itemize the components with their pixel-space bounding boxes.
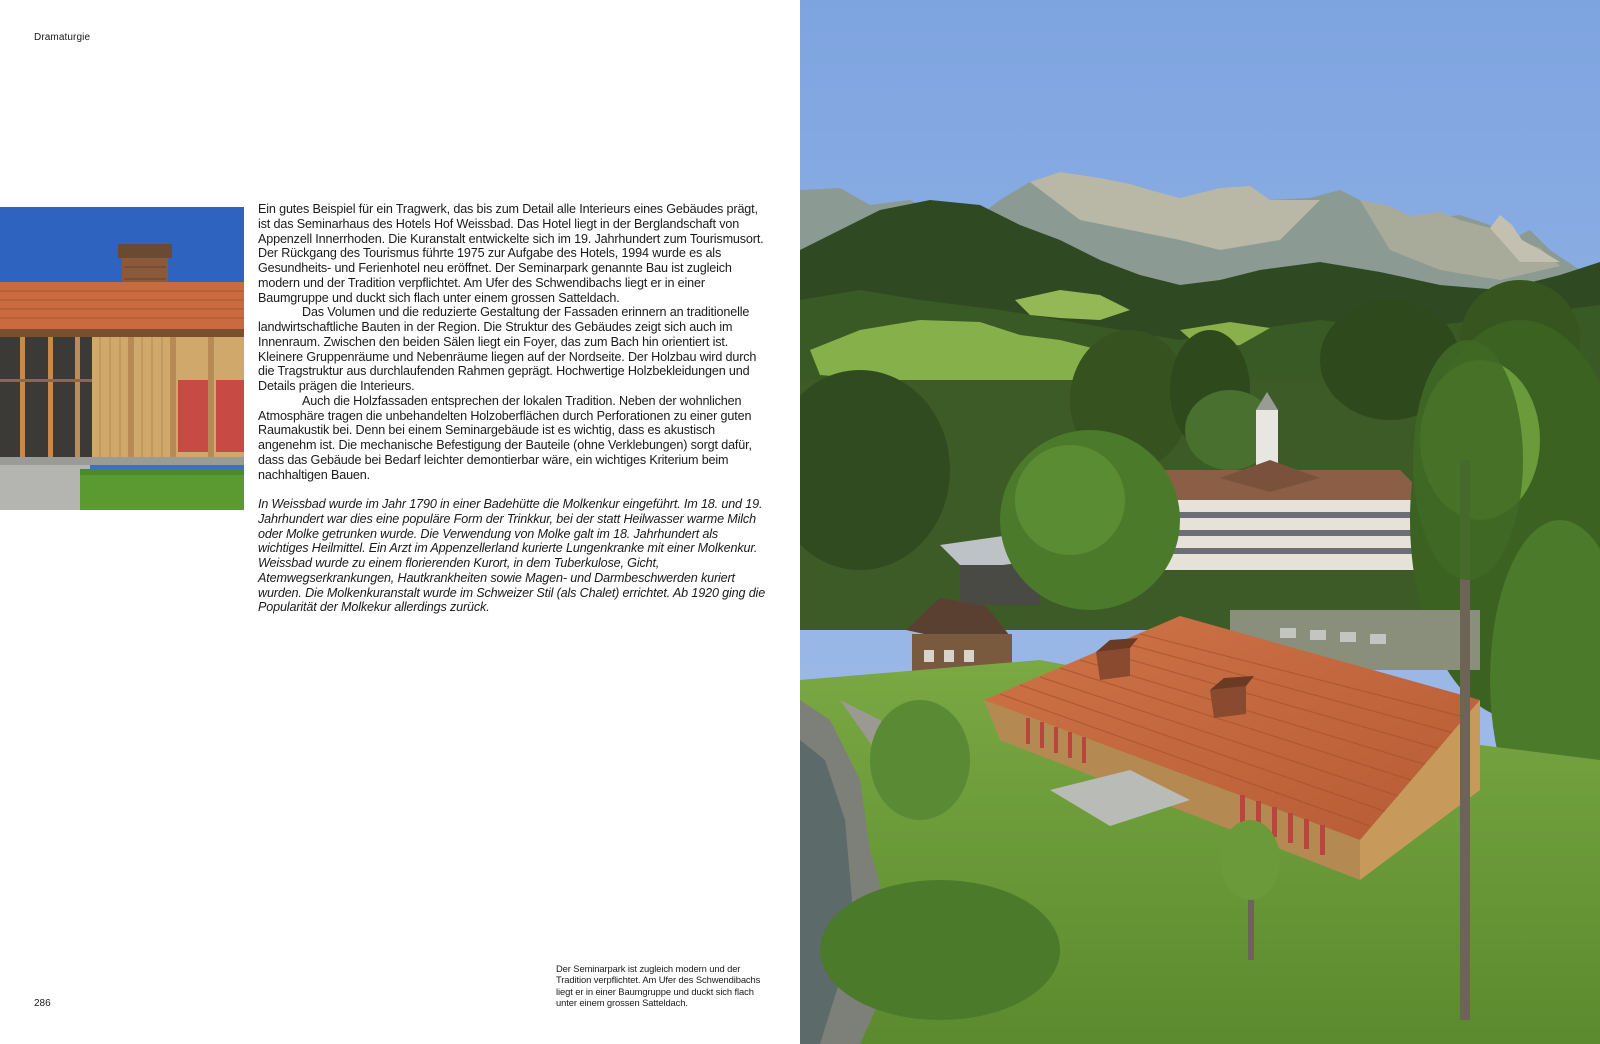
seminar-park-aerial-photo	[800, 0, 1600, 1044]
body-text	[258, 202, 768, 615]
photo-caption: Der Seminarpark ist zugleich modern und der Tradition verpflichtet. Am Ufer des Schwendibachs liegt er in einer Baumgruppe und duckt sich flach unter einem grossen Satteldach.	[556, 963, 761, 1009]
body-paragraph: Auch die Holzfassaden entsprechen der lokalen Tradition. Neben der wohnlichen Atmosphäre tragen die unbehandelten Holzoberflächen durch Perforationen zu einer guten Raumakustik bei. Denn bei einem Seminargebäude ist es wichtig, dass es akustisch angenehm ist. Die mechanische Befestigung der Bauteile (ohne Verklebungen) sorgt dafür, dass das Gebäude bei Bedarf leichter demontierbar wäre, ein wichtiges Kriterium beim nachhaltigen Bauen.	[258, 393, 752, 482]
history-note-paragraph: In Weissbad wurde im Jahr 1790 in einer Badehütte die Molkenkur eingeführt. Im 18. und 19. Jahrhundert war dies eine populäre Form der Trinkkur, bei der statt Heilwasser warme Milch oder Molke getrunken wurde. Die Verwendung von Molke galt im 18. Jahrhundert als wichtiges Heilmittel. Ein Arzt im Appenzellerland kurierte Lungenkranke mit einer Molkenkur. Weissbad wurde zu einem florierenden Kurort, in dem Tuberkulose, Gicht, Atemwegserkrankungen, Hautkrankheiten sowie Magen- und Darmbeschwerden kuriert wurden. Die Molkenkuranstalt wurde im Schweizer Stil (als Chalet) errichtet. Ab 1920 ging die Popularität der Molkekur allerdings zurück.	[258, 497, 766, 615]
page-number: 286	[34, 998, 51, 1009]
running-head: Dramaturgie	[34, 32, 91, 43]
body-paragraph: Ein gutes Beispiel für ein Tragwerk, das bis zum Detail alle Interieurs eines Gebäudes prägt, ist das Seminarhaus des Hotels Hof Weissbad. Das Hotel liegt in der Berglandschaft von Appenzell Innerrhoden. Die Kuranstalt entwickelte sich im 19. Jahrhundert zum Tourismusort. Der Rückgang des Tourismus führte 1975 zur Aufgabe des Hotels, 1994 wurde es als Gesundheits- und Ferienhotel neu eröffnet. Der Seminarpark genannte Bau ist zugleich modern und der Tradition verpflichtet. Am Ufer des Schwendibachs liegt er in einer Baumgruppe und duckt sich flach unter einem grossen Satteldach.	[258, 202, 764, 305]
seminar-building-detail-photo	[0, 207, 244, 510]
right-page	[800, 0, 1600, 1044]
body-paragraph: Das Volumen und die reduzierte Gestaltung der Fassaden erinnern an traditionelle landwirtschaftliche Bauten in der Region. Die Struktur des Gebäudes zeigt sich auch im Innenraum. Zwischen den beiden Sälen liegt ein Foyer, das zum Bach hin orientiert ist. Kleinere Gruppenräume und Nebenräume liegen auf der Nordseite. Der Holzbau wird durch die Tragstruktur aus durchlaufenden Rahmen geprägt. Hochwertige Holzbekleidungen und Details prägen die Interieurs.	[258, 305, 757, 393]
